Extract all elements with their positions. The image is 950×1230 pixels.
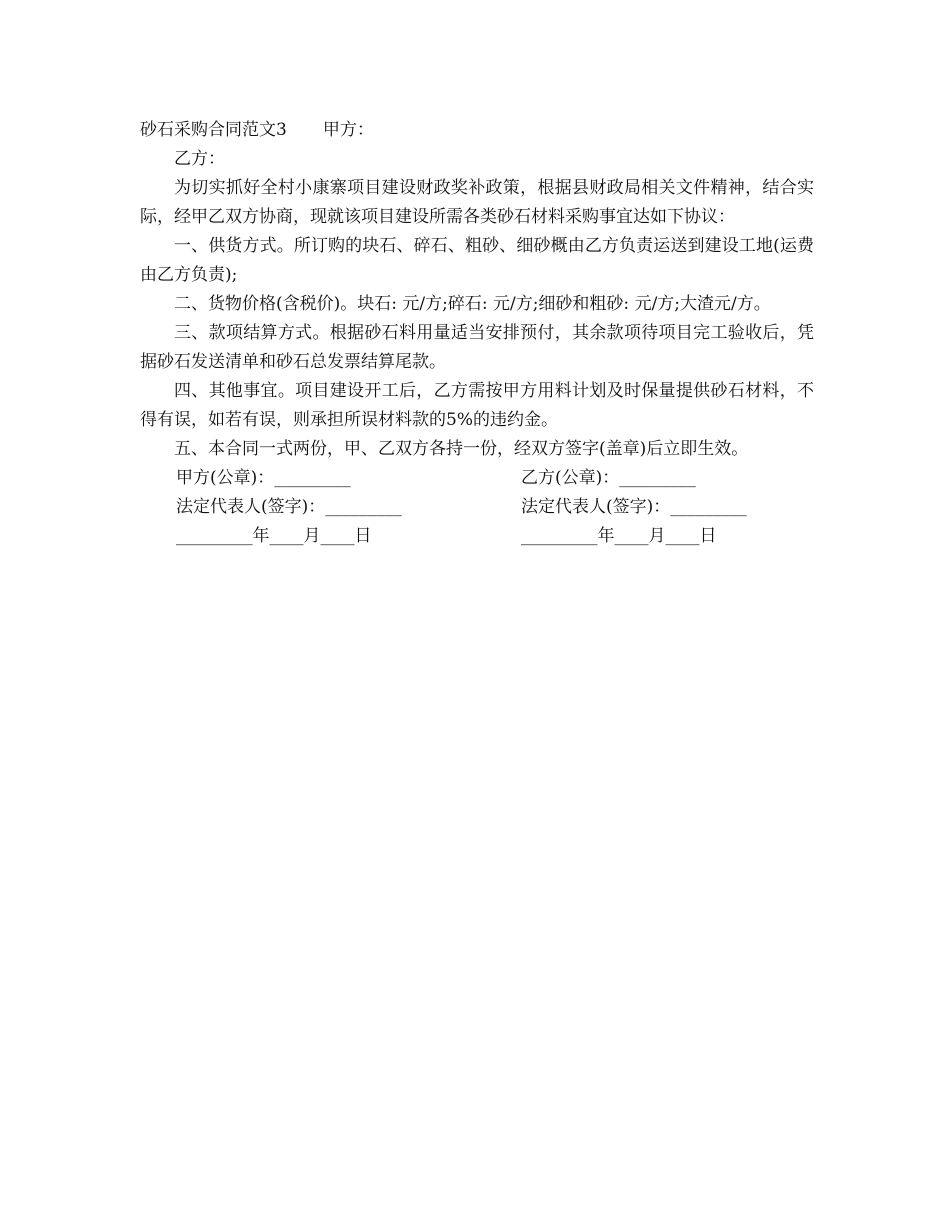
signature-date-row [140,522,814,551]
paragraph-payment: 三、款项结算方式。根据砂石料用量适当安排预付，其余款项待项目完工验收后，凭据砂石发送清单和砂石总发票结算尾款。 [140,323,814,372]
paragraph-copies: 五、本合同一式两份，甲、乙双方各持一份，经双方签字(盖章)后立即生效。 [174,439,749,459]
signature-rep-row [140,493,814,522]
party-b-seal: 乙方(公章)：_________ [521,468,696,488]
party-b-representative: 法定代表人(签字)：_________ [521,497,747,517]
paragraph-supply-method: 一、供货方式。所订购的块石、碎石、粗砂、细砂概由乙方负责运送到建设工地(运费由乙方负责); [140,236,814,285]
party-a-date: _________年____月____日 [176,526,372,546]
contract-body [140,116,814,551]
paragraph-price: 二、货物价格(含税价)。块石: 元/方;碎石: 元/方;细砂和粗砂: 元/方;大渣元/方。 [174,294,771,314]
party-b-date: _________年____月____日 [521,526,717,546]
paragraph-other-matters: 四、其他事宜。项目建设开工后，乙方需按甲方用料计划及时保量提供砂石材料，不得有误，如若有误，则承担所误材料款的5%的违约金。 [140,381,814,430]
document-title: 砂石采购合同范文3 [140,120,287,140]
signature-seal-row [140,464,814,493]
party-b-header: 乙方： [174,149,225,169]
party-a-header: 甲方： [322,120,374,140]
title-line [140,116,814,145]
party-a-representative: 法定代表人(签字)：_________ [176,497,402,517]
paragraph-intro: 为切实抓好全村小康寨项目建设财政奖补政策，根据县财政局相关文件精神，结合实际，经甲乙双方协商，现就该项目建设所需各类砂石材料采购事宜达如下协议： [140,178,814,227]
party-a-seal: 甲方(公章)：_________ [176,468,351,488]
